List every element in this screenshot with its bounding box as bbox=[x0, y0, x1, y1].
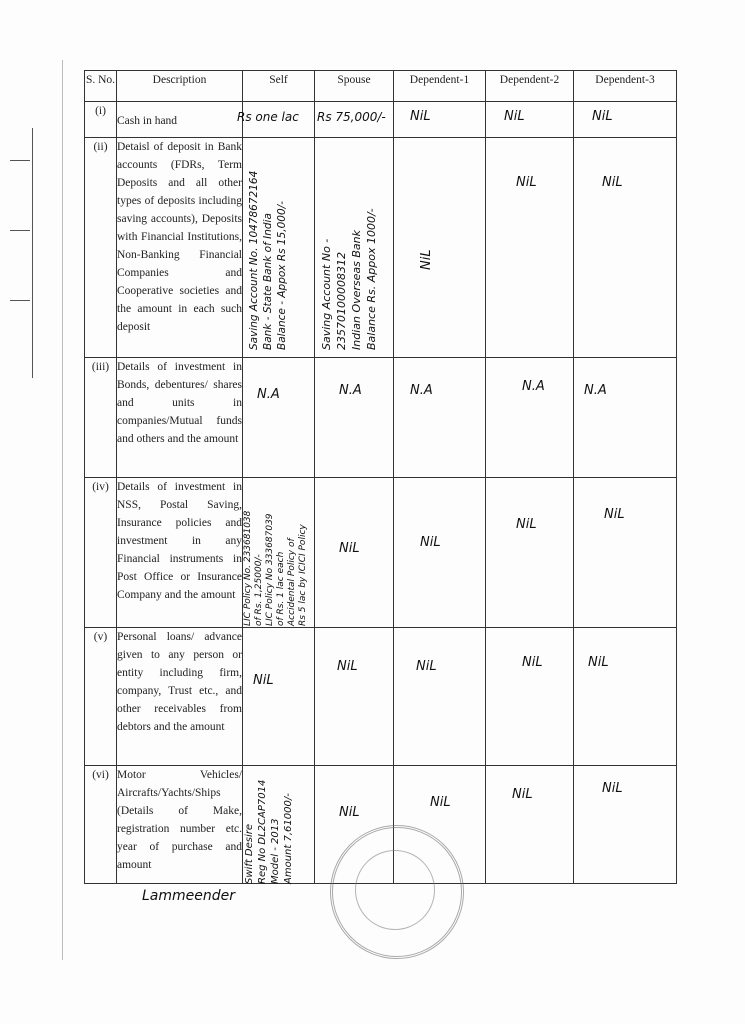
spouse-cell bbox=[315, 138, 394, 358]
table-row bbox=[85, 102, 677, 138]
header-sno: S. No. bbox=[85, 71, 117, 102]
self-policy-line: Accidental Policy of bbox=[287, 538, 297, 626]
header-dependent-2: Dependent-2 bbox=[486, 71, 574, 102]
dep3-value: NiL bbox=[602, 781, 623, 796]
self-policy-line: Rs 5 lac by ICICI Policy bbox=[298, 524, 308, 626]
self-policy-line: of Rs. 1 lac each bbox=[276, 551, 286, 626]
binding-mark bbox=[10, 128, 33, 378]
stamp-inner-ring bbox=[355, 850, 435, 930]
dep1-value: NiL bbox=[410, 109, 431, 124]
dep1-cell bbox=[394, 358, 486, 478]
dep3-value: NiL bbox=[604, 507, 625, 522]
spouse-value: Rs 75,000/- bbox=[317, 110, 386, 124]
dep1-value: NiL bbox=[430, 795, 451, 810]
dep3-cell bbox=[574, 766, 677, 884]
self-cell bbox=[243, 358, 315, 478]
dep2-cell bbox=[486, 358, 574, 478]
dep1-cell bbox=[394, 478, 486, 628]
self-cell bbox=[243, 628, 315, 766]
spouse-deposit-line: Balance Rs. Appox 1000/- bbox=[365, 208, 378, 350]
row-sno: (vi) bbox=[85, 766, 117, 884]
dep1-value: NiL bbox=[419, 249, 434, 270]
table-header-row bbox=[85, 71, 677, 102]
header-self: Self bbox=[243, 71, 315, 102]
dep2-value: NiL bbox=[512, 787, 533, 802]
spouse-value: NiL bbox=[339, 805, 360, 820]
dep3-cell bbox=[574, 138, 677, 358]
margin-line bbox=[62, 60, 63, 960]
self-vehicle-line: Swift Desire bbox=[244, 823, 255, 884]
self-value: N.A bbox=[257, 387, 280, 402]
notary-stamp bbox=[330, 825, 464, 959]
self-deposit-line: Bank - State Bank of India bbox=[262, 213, 274, 350]
self-policy-line: of Rs. 1,25000/- bbox=[254, 554, 264, 626]
row-description: Detaisl of deposit in Bank accounts (FDRs, Term Deposits and all other types of deposits including saving accounts), Deposits with Financial Institutions, Non-Banking Financial Companies and Cooperative societies and the amount in each such deposit bbox=[117, 138, 243, 358]
spouse-value: NiL bbox=[339, 541, 360, 556]
dep3-cell bbox=[574, 102, 677, 138]
self-vehicle-details bbox=[243, 780, 295, 884]
self-value: Rs one lac bbox=[237, 110, 299, 124]
self-policy-details bbox=[243, 511, 309, 626]
spouse-cell bbox=[315, 478, 394, 628]
header-description: Description bbox=[117, 71, 243, 102]
assets-table bbox=[84, 70, 677, 884]
dep2-value: N.A bbox=[522, 379, 545, 394]
self-cell bbox=[243, 478, 315, 628]
dep2-cell bbox=[486, 102, 574, 138]
dep2-value: NiL bbox=[516, 175, 537, 190]
self-value: NiL bbox=[253, 673, 274, 688]
header-spouse: Spouse bbox=[315, 71, 394, 102]
spouse-deposit-line: 23570100008312 bbox=[335, 252, 348, 350]
spouse-cell bbox=[315, 102, 394, 138]
self-deposit-line: Saving Account No. 10478672164 bbox=[248, 170, 260, 350]
spouse-deposit-details bbox=[319, 208, 379, 350]
binding-tick bbox=[10, 160, 30, 161]
self-cell bbox=[243, 138, 315, 358]
spouse-cell bbox=[315, 628, 394, 766]
dep2-value: NiL bbox=[516, 517, 537, 532]
header-dependent-3: Dependent-3 bbox=[574, 71, 677, 102]
table-row bbox=[85, 478, 677, 628]
dep3-cell bbox=[574, 358, 677, 478]
spouse-cell bbox=[315, 358, 394, 478]
self-policy-line: LIC Policy No 333687039 bbox=[265, 513, 275, 626]
self-deposit-line: Balance - Appox Rs 15,000/- bbox=[276, 201, 288, 350]
spouse-value: NiL bbox=[337, 659, 358, 674]
header-dependent-1: Dependent-1 bbox=[394, 71, 486, 102]
row-description: Motor Vehicles/ Aircrafts/Yachts/Ships (Details of Make, registration number etc. year of purchase and amount bbox=[117, 766, 243, 884]
self-vehicle-line: Amount 7,61000/- bbox=[283, 793, 294, 884]
table-row bbox=[85, 628, 677, 766]
dep2-cell bbox=[486, 138, 574, 358]
dep3-value: NiL bbox=[602, 175, 623, 190]
row-sno: (i) bbox=[85, 102, 117, 138]
dep2-value: NiL bbox=[522, 655, 543, 670]
dep2-cell bbox=[486, 628, 574, 766]
dep2-cell bbox=[486, 478, 574, 628]
row-sno: (iv) bbox=[85, 478, 117, 628]
row-sno: (v) bbox=[85, 628, 117, 766]
dep1-cell bbox=[394, 628, 486, 766]
row-sno: (iii) bbox=[85, 358, 117, 478]
dep3-value: N.A bbox=[584, 383, 607, 398]
row-description: Cash in hand bbox=[117, 102, 243, 138]
dep3-cell bbox=[574, 628, 677, 766]
dep1-value: NiL bbox=[420, 535, 441, 550]
dep1-value: N.A bbox=[410, 383, 433, 398]
row-description: Personal loans/ advance given to any person or entity including firm, company, Trust etc., and other receivables from debtors and the amount bbox=[117, 628, 243, 766]
row-description: Details of investment in Bonds, debentures/ shares and units in companies/Mutual funds and others and the amount bbox=[117, 358, 243, 478]
dep2-value: NiL bbox=[504, 109, 525, 124]
spouse-deposit-line: Indian Overseas Bank bbox=[350, 229, 363, 350]
spouse-deposit-line: Saving Account No - bbox=[320, 238, 333, 350]
dep1-cell bbox=[394, 138, 486, 358]
dep3-value: NiL bbox=[588, 655, 609, 670]
row-description: Details of investment in NSS, Postal Saving, Insurance policies and investment in any Financial instruments in Post Office or Insurance Company and the amount bbox=[117, 478, 243, 628]
spouse-value: N.A bbox=[339, 383, 362, 398]
self-vehicle-line: Reg No DL2CAP7014 bbox=[257, 779, 268, 884]
binding-tick bbox=[10, 230, 30, 231]
self-deposit-details bbox=[247, 171, 289, 350]
dep1-cell bbox=[394, 102, 486, 138]
self-cell bbox=[243, 766, 315, 884]
binding-tick bbox=[10, 300, 30, 301]
dep3-value: NiL bbox=[592, 109, 613, 124]
row-sno: (ii) bbox=[85, 138, 117, 358]
self-cell bbox=[237, 102, 315, 138]
signature: Lammeender bbox=[142, 888, 236, 904]
dep1-value: NiL bbox=[416, 659, 437, 674]
dep2-cell bbox=[486, 766, 574, 884]
self-policy-line: LIC Policy No. 233681038 bbox=[243, 510, 253, 626]
self-vehicle-line: Model - 2013 bbox=[270, 818, 281, 884]
table-row bbox=[85, 358, 677, 478]
dep3-cell bbox=[574, 478, 677, 628]
table-row bbox=[85, 138, 677, 358]
